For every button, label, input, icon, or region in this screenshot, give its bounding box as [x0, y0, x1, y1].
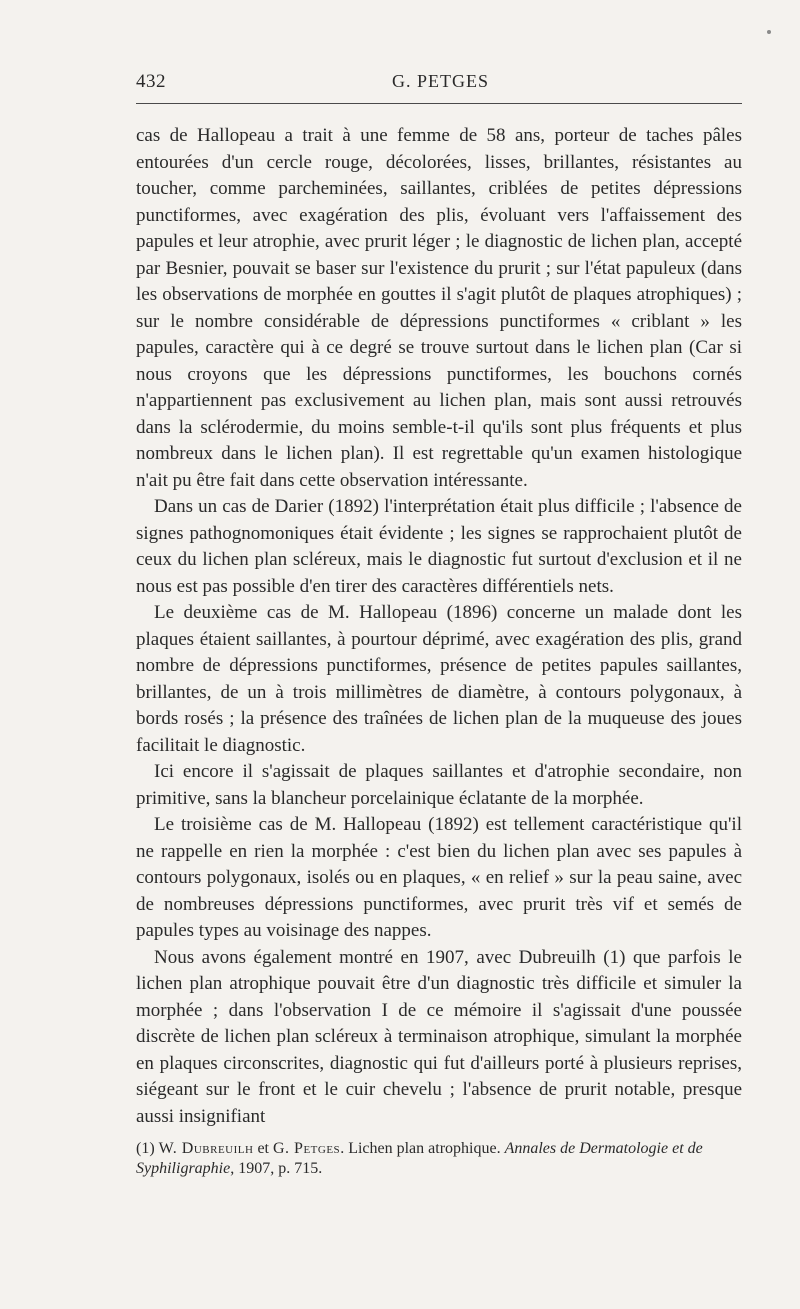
- paragraph-3: Le deuxième cas de M. Hallopeau (1896) concerne un malade dont les plaques étaient saillantes, à pourtour déprimé, avec exagération des plis, grand nombre de dépressions punctiformes, présence de petites papules saillantes, brillantes, de un à trois millimètres de diamètre, à contours polygonaux, à bords rosés ; la présence des traînées de lichen plan de la muqueuse des joues facilitait le diagnostic.: [136, 602, 742, 756]
- footnote: [136, 1139, 742, 1179]
- footnote-author-2: G. Petges: [273, 1140, 341, 1157]
- paragraph-6: Nous avons également montré en 1907, avec Dubreuilh (1) que parfois le lichen plan atrophique pouvait être d'un diagnostic très difficile et simuler la morphée ; dans l'observation I de ce mémoire il s'agissait d'une poussée discrète de lichen plan scléreux à terminaison atrophique, simulant la morphée en plaques circonscrites, diagnostic qui fut d'ailleurs porté à plusieurs reprises, siégeant sur le front et le cuir chevelu ; l'absence de prurit notable, presque aussi insignifiant: [136, 946, 742, 1127]
- running-head: G. PETGES: [392, 71, 490, 91]
- footnote-journal: Annales de Dermatologie et de Syphiligraphie: [136, 1140, 703, 1177]
- page-speck: [767, 30, 771, 34]
- paragraph-2: Dans un cas de Darier (1892) l'interprétation était plus difficile ; l'absence de signes pathognomoniques était évidente ; les signes se rapprochaient plutôt de ceux du lichen plan scléreux, mais le diagnostic fut surtout d'exclusion et il ne nous est pas possible d'en tirer des caractères différentiels nets.: [136, 496, 742, 597]
- page-number: 432: [136, 71, 166, 92]
- header-rule: [136, 103, 742, 104]
- footnote-author-1: W. Dubreuilh: [158, 1140, 254, 1157]
- body-text: [136, 123, 742, 1130]
- paragraph-5: Le troisième cas de M. Hallopeau (1892) est tellement caractéristique qu'il ne rappelle en rien la morphée : c'est bien du lichen plan avec ses papules à contours polygonaux, isolés ou en plaques, « en relief » sur la peau saine, avec de nombreuses dépressions punctiformes, avec prurit très vif et semés de papules types au voisinage des nappes.: [136, 814, 742, 941]
- paragraph-1: cas de Hallopeau a trait à une femme de 58 ans, porteur de taches pâles entourées d'un cercle rouge, décolorées, lisses, brillantes, résistantes au toucher, comme parcheminées, saillantes, criblées de petites dépressions punctiformes, avec exagération des plis, évoluant vers l'affaissement des papules et leur atrophie, avec prurit léger ; le diagnostic de lichen plan, accepté par Besnier, pouvait se baser sur l'existence du prurit ; sur l'état papuleux (dans les observations de morphée en gouttes il s'agit plutôt de plaques atrophiques) ; sur le nombre considérable de dépressions punctiformes « criblant » les papules, caractère qui à ce degré se trouve surtout dans le lichen plan (Car si nous croyons que les dépressions punctiformes, les bouchons cornés n'appartiennent pas exclusivement au lichen plan, mais sont aussi retrouvés dans la sclérodermie, du moins semble-t-il qu'ils sont plus fréquents et plus nombreux dans le lichen plan). Il est regrettable qu'un examen histologique n'ait pu être fait dans cette observation intéressante.: [136, 125, 742, 491]
- page-header: [136, 71, 742, 99]
- footnote-marker: (1): [136, 1140, 155, 1157]
- footnote-conjunction: et: [257, 1140, 269, 1157]
- paragraph-4: Ici encore il s'agissait de plaques saillantes et d'atrophie secondaire, non primitive, sans la blancheur porcelainique éclatante de la morphée.: [136, 761, 742, 809]
- footnote-title: . Lichen plan atrophique.: [340, 1140, 501, 1157]
- footnote-details: , 1907, p. 715.: [230, 1160, 323, 1177]
